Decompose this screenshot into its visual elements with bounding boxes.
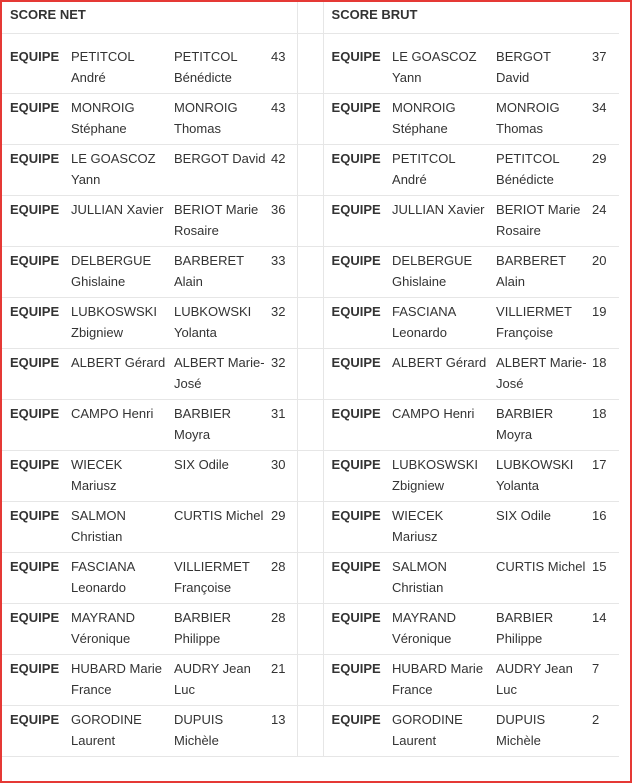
- team-label: EQUIPE: [2, 451, 65, 502]
- net-player-2: SIX Odile: [168, 451, 266, 502]
- net-player-1: PETITCOL André: [65, 43, 168, 94]
- net-score: 33: [266, 247, 297, 298]
- net-player-1: JULLIAN Xavier: [65, 196, 168, 247]
- brut-player-1: WIECEK Mariusz: [386, 502, 490, 553]
- team-label: EQUIPE: [2, 502, 65, 553]
- team-label: EQUIPE: [323, 349, 386, 400]
- brut-player-1: CAMPO Henri: [386, 400, 490, 451]
- table-row: [2, 298, 619, 349]
- gap-cell: [297, 196, 323, 247]
- brut-player-1: LE GOASCOZ Yann: [386, 43, 490, 94]
- brut-player-2: AUDRY Jean Luc: [490, 655, 587, 706]
- table-row: [2, 145, 619, 196]
- gap-cell: [297, 553, 323, 604]
- brut-player-1: JULLIAN Xavier: [386, 196, 490, 247]
- net-player-2: ALBERT Marie-José: [168, 349, 266, 400]
- net-score: 21: [266, 655, 297, 706]
- table-body: [2, 43, 619, 757]
- net-score: 30: [266, 451, 297, 502]
- team-label: EQUIPE: [2, 196, 65, 247]
- net-player-1: SALMON Christian: [65, 502, 168, 553]
- team-label: EQUIPE: [323, 502, 386, 553]
- net-player-2: BARBERET Alain: [168, 247, 266, 298]
- header-row: [2, 2, 619, 34]
- brut-score: 19: [587, 298, 619, 349]
- net-player-2: BARBIER Philippe: [168, 604, 266, 655]
- table-row: [2, 655, 619, 706]
- team-label: EQUIPE: [323, 94, 386, 145]
- gap-cell: [297, 451, 323, 502]
- net-player-1: HUBARD Marie France: [65, 655, 168, 706]
- brut-player-2: BARBIER Philippe: [490, 604, 587, 655]
- scores-table: [2, 2, 619, 757]
- net-score: 29: [266, 502, 297, 553]
- net-score: 43: [266, 94, 297, 145]
- table-row: [2, 94, 619, 145]
- brut-score: 18: [587, 349, 619, 400]
- gap-cell: [297, 94, 323, 145]
- brut-player-1: LUBKOSWSKI Zbigniew: [386, 451, 490, 502]
- net-score: 13: [266, 706, 297, 757]
- team-label: EQUIPE: [2, 298, 65, 349]
- team-label: EQUIPE: [323, 43, 386, 94]
- brut-player-2: BARBIER Moyra: [490, 400, 587, 451]
- team-label: EQUIPE: [323, 604, 386, 655]
- brut-player-2: SIX Odile: [490, 502, 587, 553]
- team-label: EQUIPE: [2, 604, 65, 655]
- table-row: [2, 349, 619, 400]
- brut-player-2: CURTIS Michel: [490, 553, 587, 604]
- net-player-2: AUDRY Jean Luc: [168, 655, 266, 706]
- team-label: EQUIPE: [323, 247, 386, 298]
- team-label: EQUIPE: [323, 451, 386, 502]
- team-label: EQUIPE: [323, 706, 386, 757]
- team-label: EQUIPE: [323, 145, 386, 196]
- score-brut-header: SCORE BRUT: [323, 2, 619, 34]
- gap-cell: [297, 349, 323, 400]
- net-player-1: WIECEK Mariusz: [65, 451, 168, 502]
- net-score: 28: [266, 604, 297, 655]
- brut-player-1: DELBERGUE Ghislaine: [386, 247, 490, 298]
- brut-score: 29: [587, 145, 619, 196]
- brut-player-2: LUBKOWSKI Yolanta: [490, 451, 587, 502]
- table-row: [2, 604, 619, 655]
- team-label: EQUIPE: [2, 145, 65, 196]
- brut-player-1: PETITCOL André: [386, 145, 490, 196]
- brut-player-1: MAYRAND Véronique: [386, 604, 490, 655]
- net-player-2: DUPUIS Michèle: [168, 706, 266, 757]
- brut-score: 18: [587, 400, 619, 451]
- brut-player-2: BERIOT Marie Rosaire: [490, 196, 587, 247]
- net-player-2: MONROIG Thomas: [168, 94, 266, 145]
- net-player-1: MAYRAND Véronique: [65, 604, 168, 655]
- team-label: EQUIPE: [2, 400, 65, 451]
- net-player-1: GORODINE Laurent: [65, 706, 168, 757]
- brut-score: 14: [587, 604, 619, 655]
- net-player-2: PETITCOL Bénédicte: [168, 43, 266, 94]
- table-row: [2, 400, 619, 451]
- brut-score: 16: [587, 502, 619, 553]
- net-player-1: FASCIANA Leonardo: [65, 553, 168, 604]
- gap-cell: [297, 145, 323, 196]
- brut-score: 24: [587, 196, 619, 247]
- team-label: EQUIPE: [323, 298, 386, 349]
- gap-cell: [297, 247, 323, 298]
- team-label: EQUIPE: [2, 43, 65, 94]
- team-label: EQUIPE: [323, 196, 386, 247]
- brut-player-1: FASCIANA Leonardo: [386, 298, 490, 349]
- brut-player-1: HUBARD Marie France: [386, 655, 490, 706]
- net-score: 28: [266, 553, 297, 604]
- net-score: 32: [266, 349, 297, 400]
- team-label: EQUIPE: [2, 94, 65, 145]
- header-spacer: [2, 34, 619, 44]
- gap-cell: [297, 43, 323, 94]
- net-player-1: DELBERGUE Ghislaine: [65, 247, 168, 298]
- gap-cell: [297, 2, 323, 34]
- table-row: [2, 553, 619, 604]
- team-label: EQUIPE: [2, 655, 65, 706]
- brut-score: 15: [587, 553, 619, 604]
- score-net-header: SCORE NET: [2, 2, 297, 34]
- gap-cell: [297, 655, 323, 706]
- net-score: 43: [266, 43, 297, 94]
- net-player-1: LE GOASCOZ Yann: [65, 145, 168, 196]
- team-label: EQUIPE: [323, 655, 386, 706]
- gap-cell: [297, 298, 323, 349]
- table-row: [2, 451, 619, 502]
- net-player-2: LUBKOWSKI Yolanta: [168, 298, 266, 349]
- brut-score: 34: [587, 94, 619, 145]
- brut-player-2: BERGOT David: [490, 43, 587, 94]
- team-label: EQUIPE: [2, 553, 65, 604]
- brut-player-1: SALMON Christian: [386, 553, 490, 604]
- table-row: [2, 43, 619, 94]
- brut-player-2: MONROIG Thomas: [490, 94, 587, 145]
- team-label: EQUIPE: [323, 553, 386, 604]
- net-player-1: ALBERT Gérard: [65, 349, 168, 400]
- net-player-1: LUBKOSWSKI Zbigniew: [65, 298, 168, 349]
- net-score: 36: [266, 196, 297, 247]
- net-score: 42: [266, 145, 297, 196]
- gap-cell: [297, 502, 323, 553]
- table-row: [2, 706, 619, 757]
- gap-cell: [297, 706, 323, 757]
- net-player-2: CURTIS Michel: [168, 502, 266, 553]
- brut-score: 17: [587, 451, 619, 502]
- brut-player-2: VILLIERMET Françoise: [490, 298, 587, 349]
- brut-score: 2: [587, 706, 619, 757]
- net-player-2: VILLIERMET Françoise: [168, 553, 266, 604]
- net-score: 31: [266, 400, 297, 451]
- brut-player-2: ALBERT Marie-José: [490, 349, 587, 400]
- brut-player-2: DUPUIS Michèle: [490, 706, 587, 757]
- team-label: EQUIPE: [2, 247, 65, 298]
- net-score: 32: [266, 298, 297, 349]
- net-player-2: BERGOT David: [168, 145, 266, 196]
- net-player-1: CAMPO Henri: [65, 400, 168, 451]
- net-player-2: BARBIER Moyra: [168, 400, 266, 451]
- brut-score: 20: [587, 247, 619, 298]
- brut-player-1: MONROIG Stéphane: [386, 94, 490, 145]
- brut-score: 7: [587, 655, 619, 706]
- brut-player-1: GORODINE Laurent: [386, 706, 490, 757]
- gap-cell: [297, 604, 323, 655]
- team-label: EQUIPE: [323, 400, 386, 451]
- net-player-1: MONROIG Stéphane: [65, 94, 168, 145]
- table-row: [2, 502, 619, 553]
- net-player-2: BERIOT Marie Rosaire: [168, 196, 266, 247]
- brut-player-1: ALBERT Gérard: [386, 349, 490, 400]
- brut-score: 37: [587, 43, 619, 94]
- gap-cell: [297, 400, 323, 451]
- table-row: [2, 196, 619, 247]
- table-row: [2, 247, 619, 298]
- brut-player-2: PETITCOL Bénédicte: [490, 145, 587, 196]
- brut-player-2: BARBERET Alain: [490, 247, 587, 298]
- team-label: EQUIPE: [2, 349, 65, 400]
- team-label: EQUIPE: [2, 706, 65, 757]
